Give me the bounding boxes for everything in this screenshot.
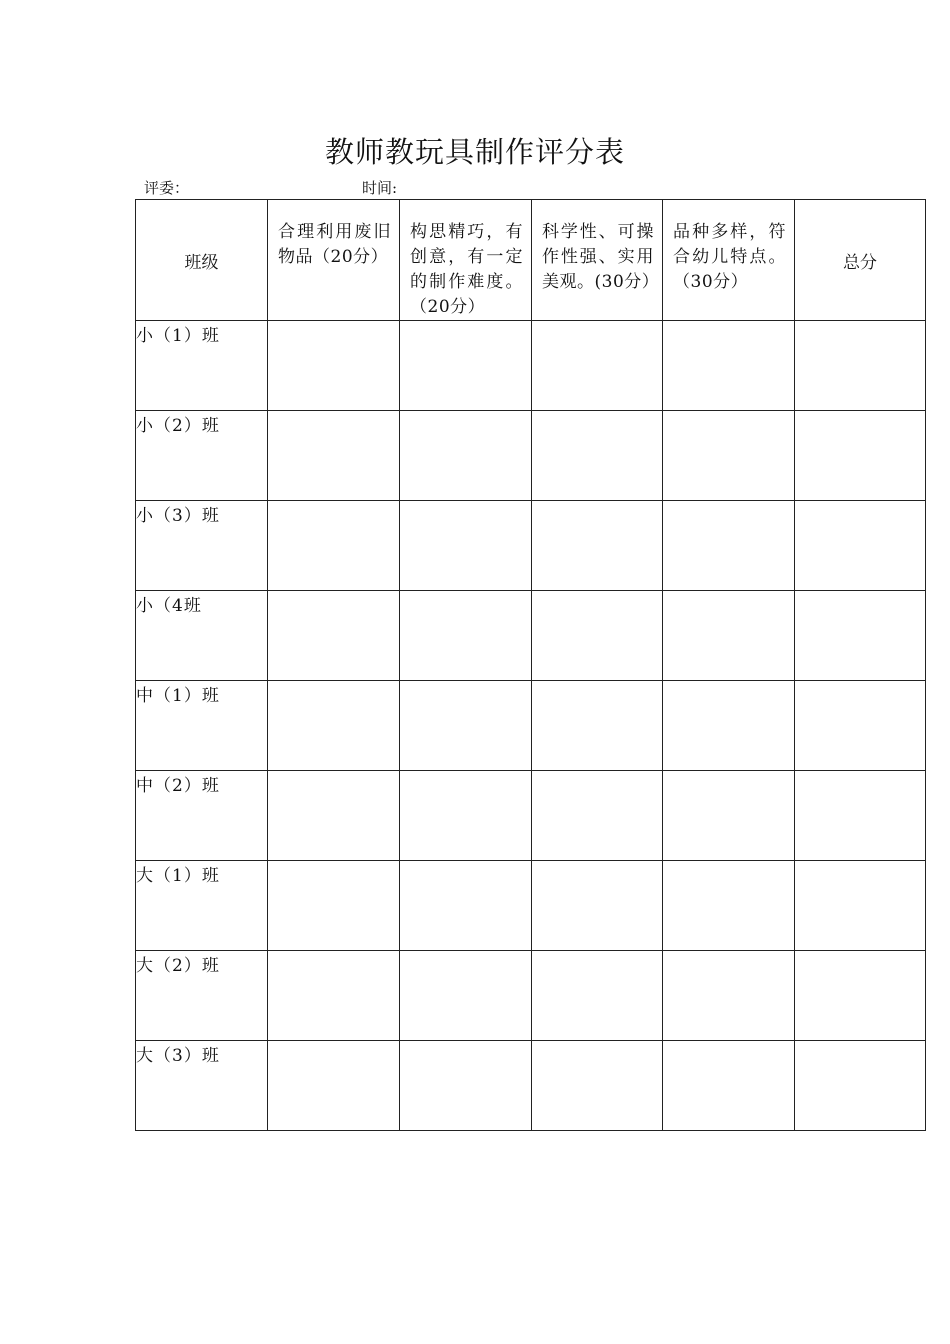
score-cell-recycle[interactable] <box>268 861 400 951</box>
score-cell-science[interactable] <box>532 501 663 591</box>
class-name: 大（1）班 <box>136 861 268 951</box>
score-cell-variety[interactable] <box>663 681 795 771</box>
score-cell-variety[interactable] <box>663 591 795 681</box>
score-cell-recycle[interactable] <box>268 591 400 681</box>
score-cell-science[interactable] <box>532 411 663 501</box>
header-recycle <box>268 200 400 321</box>
score-cell-science[interactable] <box>532 321 663 411</box>
score-cell-recycle[interactable] <box>268 321 400 411</box>
score-cell-creativity[interactable] <box>400 411 532 501</box>
table-row <box>136 681 926 771</box>
table-row <box>136 591 926 681</box>
class-name: 小（4班 <box>136 591 268 681</box>
score-cell-science[interactable] <box>532 681 663 771</box>
score-cell-total[interactable] <box>795 411 926 501</box>
score-cell-creativity[interactable] <box>400 1041 532 1131</box>
score-cell-variety[interactable] <box>663 501 795 591</box>
score-cell-creativity[interactable] <box>400 861 532 951</box>
table-header-row <box>136 200 926 321</box>
score-cell-creativity[interactable] <box>400 591 532 681</box>
score-cell-total[interactable] <box>795 501 926 591</box>
header-recycle-text: 合理利用废旧物品（20分） <box>278 222 391 267</box>
class-name: 大（2）班 <box>136 951 268 1041</box>
header-variety-text: 品种多样，符合幼儿特点。（30分） <box>673 222 786 292</box>
table-row <box>136 1041 926 1131</box>
score-cell-total[interactable] <box>795 951 926 1041</box>
score-cell-creativity[interactable] <box>400 771 532 861</box>
score-cell-total[interactable] <box>795 1041 926 1131</box>
score-cell-creativity[interactable] <box>400 501 532 591</box>
header-science-text: 科学性、可操作性强、实用美观。(30分） <box>542 222 660 292</box>
table-row <box>136 321 926 411</box>
header-total: 总分 <box>795 200 926 321</box>
class-name: 大（3）班 <box>136 1041 268 1131</box>
score-cell-total[interactable] <box>795 681 926 771</box>
header-science <box>532 200 663 321</box>
score-cell-recycle[interactable] <box>268 771 400 861</box>
score-cell-variety[interactable] <box>663 411 795 501</box>
score-cell-creativity[interactable] <box>400 951 532 1041</box>
score-cell-total[interactable] <box>795 321 926 411</box>
table-row <box>136 501 926 591</box>
header-class: 班级 <box>136 200 268 321</box>
score-cell-recycle[interactable] <box>268 411 400 501</box>
score-cell-creativity[interactable] <box>400 321 532 411</box>
table-row <box>136 951 926 1041</box>
scoring-table <box>135 199 926 1131</box>
score-cell-recycle[interactable] <box>268 501 400 591</box>
score-cell-science[interactable] <box>532 591 663 681</box>
judge-label: 评委： <box>144 179 190 197</box>
page-title: 教师教玩具制作评分表 <box>324 135 625 169</box>
class-name: 小（2）班 <box>136 411 268 501</box>
score-cell-variety[interactable] <box>663 1041 795 1131</box>
class-name: 小（1）班 <box>136 321 268 411</box>
score-cell-science[interactable] <box>532 771 663 861</box>
score-cell-total[interactable] <box>795 771 926 861</box>
score-cell-recycle[interactable] <box>268 1041 400 1131</box>
score-cell-variety[interactable] <box>663 861 795 951</box>
table-row <box>136 411 926 501</box>
score-cell-recycle[interactable] <box>268 951 400 1041</box>
class-name: 中（1）班 <box>136 681 268 771</box>
score-cell-science[interactable] <box>532 1041 663 1131</box>
table-row <box>136 861 926 951</box>
score-cell-creativity[interactable] <box>400 681 532 771</box>
header-creativity-text: 构思精巧，有创意，有一定的制作难度。（20分） <box>410 222 523 317</box>
time-label: 时间: <box>362 179 398 197</box>
class-name: 小（3）班 <box>136 501 268 591</box>
score-cell-total[interactable] <box>795 861 926 951</box>
score-cell-science[interactable] <box>532 861 663 951</box>
score-cell-recycle[interactable] <box>268 681 400 771</box>
score-cell-variety[interactable] <box>663 951 795 1041</box>
score-cell-variety[interactable] <box>663 771 795 861</box>
table-row <box>136 771 926 861</box>
header-creativity <box>400 200 532 321</box>
score-cell-science[interactable] <box>532 951 663 1041</box>
class-name: 中（2）班 <box>136 771 268 861</box>
header-variety <box>663 200 795 321</box>
score-cell-variety[interactable] <box>663 321 795 411</box>
score-cell-total[interactable] <box>795 591 926 681</box>
